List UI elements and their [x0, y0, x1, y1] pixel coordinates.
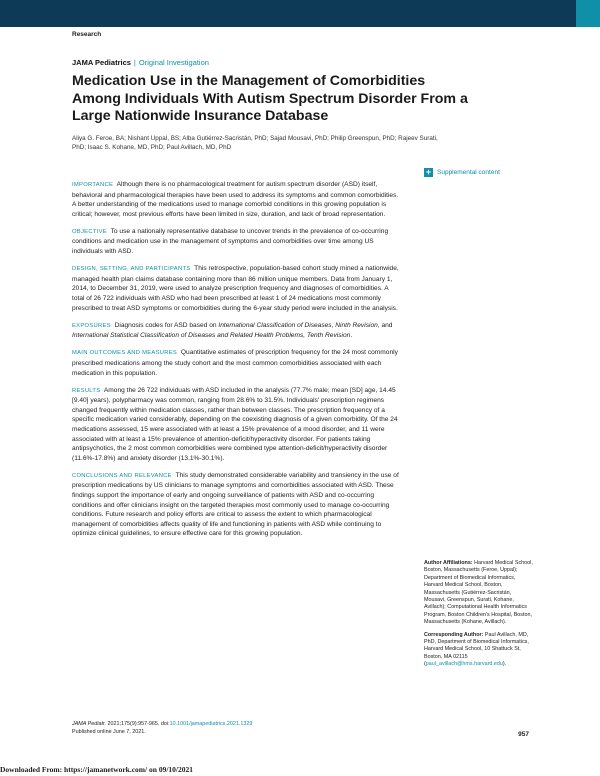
citation-journal: JAMA Pediatr.	[72, 721, 107, 727]
journal-line	[72, 58, 209, 67]
conclusions-heading: CONCLUSIONS AND RELEVANCE	[72, 472, 172, 479]
abstract-conclusions	[72, 471, 402, 539]
results-text: Among the 26 722 individuals with ASD included in the analysis (77.7% male; mean [SD] age, 14.45 [9.40] years), polypharmacy was common, ranging from 28.6% to 31.5%. Individuals' prescription regimens changed frequently within medication classes, rather than between classes. The prescription frequency of a specific medication varied considerably, depending on the coexisting diagnosis of a given comorbidity. Of the 24 medications assessed, 15 were associated with at least a 15% prevalence of a mood disorder, and 11 were associated with at least a 15% prevalence of attention-deficit/hyperactivity disorder. For patients taking antipsychotics, the 2 most common comorbidities were combined type attention-deficit/hyperactivity disorder (11.6%-17.8%) and anxiety disorder (13.1%-30.1%).	[72, 386, 398, 462]
citation	[72, 721, 402, 736]
abstract-objective	[72, 227, 402, 257]
page-number: 957	[518, 731, 529, 738]
importance-heading: IMPORTANCE	[72, 182, 114, 188]
exposures-heading: EXPOSURES	[72, 322, 111, 329]
journal-name: JAMA Pediatrics	[72, 58, 131, 67]
section-label: Research	[72, 31, 102, 38]
header-accent	[576, 0, 600, 27]
citation-doi-link[interactable]: 10.1001/jamapediatrics.2021.1329	[169, 721, 253, 727]
abstract-outcomes	[72, 348, 402, 378]
exposures-text-post: .	[350, 332, 353, 340]
corresponding-label: Corresponding Author:	[424, 631, 484, 638]
abstract	[72, 180, 402, 547]
journal-separator: |	[133, 58, 136, 67]
affiliations-text: Harvard Medical School, Boston, Massachusetts (Feroe, Uppal); Department of Biomedical Informatics, Harvard Medical School, Boston, Massachusetts (Gutiérrez-Sacristán, Mousavi, Greenspun, Surati, Kohane, Avillach); Computational Health Informatics Program, Boston Children's Hospital, Boston, Massachusetts (Kohane, Avillach).	[424, 560, 533, 626]
design-text: This retrospective, population-based cohort study mined a nationwide, managed health plan claims database containing more than 86 million unique members. Data from January 1, 2014, to December 31, 2019, were used to analyze prescription frequency and diagnoses of comorbidities. A total of 26 722 individuals with ASD who had been prescribed at least 1 of 24 medications most commonly prescribed to treat ASD symptoms or comorbidities during the 6-year study period were included in the analysis.	[72, 265, 399, 312]
corresponding-author: Corresponding Author: Paul Avillach, MD, PhD, Department of Biomedical Informatics, Harvard Medical School, 10 Shattuck St, Boston, MA 02115 (paul_avillach@hms.harvard.edu).	[424, 631, 529, 668]
supplemental-content-link[interactable]	[424, 168, 500, 177]
abstract-importance	[72, 180, 402, 219]
objective-heading: OBJECTIVE	[72, 228, 107, 235]
citation-published: Published online June 7, 2021.	[72, 728, 146, 735]
supplemental-label: Supplemental content	[437, 169, 500, 176]
author-list: Aliya G. Feroe, BA; Nishant Uppal, BS; Alba Gutiérrez-Sacristán, PhD; Sajad Mousavi, PhD; Philip Greenspun, PhD; Rajeev Surati, PhD; Isaac S. Kohane, MD, PhD; Paul Avillach, MD, PhD	[72, 135, 438, 151]
abstract-design	[72, 264, 402, 313]
conclusions-text: This study demonstrated considerable variability and transiency in the use of prescription medications by US clinicians to manage symptoms and comorbidities associated with ASD. These findings support the importance of early and ongoing surveillance of patients with ASD and co-occurring conditions and offer clinicians insight on the targeted therapies most commonly used to manage co-occurring conditions. Future research and policy efforts are critical to assess the extent to which pharmacological management of comorbidities affects quality of life and functioning in patients with ASD while continuing to optimize clinical guidelines, to ensure effective care for this growing population.	[72, 471, 399, 538]
abstract-exposures	[72, 321, 402, 341]
author-info-sidebar	[424, 560, 534, 674]
exposures-text-mid: , and	[377, 321, 393, 329]
outcomes-heading: MAIN OUTCOMES AND MEASURES	[72, 350, 178, 357]
exposures-icd10: International Statistical Classification of Diseases and Related Health Problems, Tenth Revision	[72, 332, 351, 340]
objective-text: To use a nationally representative database to uncover trends in the prevalence of co-occurring conditions and medication use in the management of symptoms and comorbidities over time among US individuals with ASD.	[72, 227, 389, 256]
citation-ref: 2021;175(9):957-965. doi:	[106, 721, 170, 727]
download-footer: Downloaded From: https://jamanetwork.com/ on 09/10/2021	[0, 765, 193, 774]
exposures-text-pre: Diagnosis codes for ASD based on	[114, 321, 219, 329]
exposures-icd9: International Classification of Diseases, Ninth Revision	[218, 321, 378, 329]
article-type: Original Investigation	[138, 58, 209, 67]
corresponding-text: Paul Avillach, MD, PhD, Department of Biomedical Informatics, Harvard Medical School, 10 Shattuck St, Boston, MA 02115	[424, 631, 529, 660]
corresponding-email-link[interactable]: paul_avillach@hms.harvard.edu	[425, 661, 503, 668]
outcomes-text: Quantitative estimates of prescription frequency for the 24 most commonly prescribed medications among the study cohort and the most common comorbidities associated with each medication in this population.	[72, 349, 398, 377]
importance-text: Although there is no pharmacological treatment for autism spectrum disorder (ASD) itself, behavioral and pharmacological therapies have been used to address its symptoms and common comorbidities. A better understanding of the medications used to manage comorbid conditions in this growing population is critical; however, most previous efforts have been limited in size, duration, and lack of broad representation.	[72, 181, 399, 218]
abstract-results	[72, 386, 402, 464]
plus-icon: +	[425, 167, 432, 177]
article-title: Medication Use in the Management of Comorbidities Among Individuals With Autism Spectrum Disorder From a Large Nationwide Insurance Database	[72, 73, 468, 124]
results-heading: RESULTS	[72, 387, 101, 394]
affiliations-label: Author Affiliations:	[424, 560, 473, 566]
header-bar	[0, 0, 600, 27]
author-affiliations	[424, 560, 534, 627]
design-heading: DESIGN, SETTING, AND PARTICIPANTS	[72, 266, 191, 273]
